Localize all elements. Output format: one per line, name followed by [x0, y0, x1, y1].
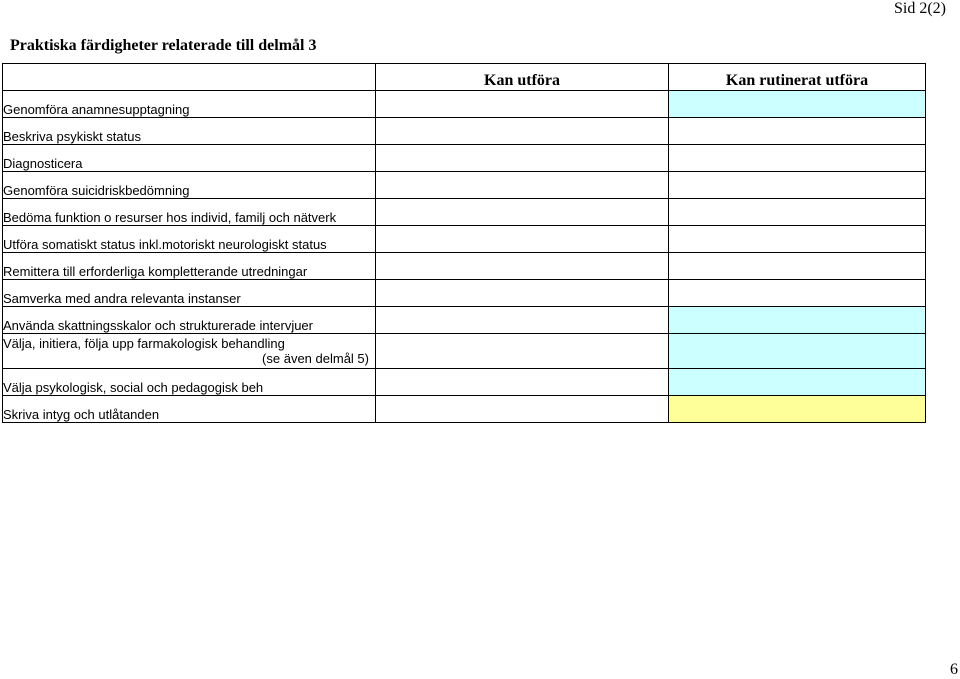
skill-label: Diagnosticera — [3, 145, 376, 172]
can-cell[interactable] — [376, 253, 669, 280]
table-header-row — [3, 64, 926, 91]
can-cell[interactable] — [376, 334, 669, 369]
routine-cell[interactable] — [669, 253, 926, 280]
table-row — [3, 226, 926, 253]
routine-cell[interactable] — [669, 118, 926, 145]
routine-cell[interactable] — [669, 396, 926, 423]
table-row — [3, 280, 926, 307]
routine-cell[interactable] — [669, 172, 926, 199]
table-row — [3, 334, 926, 369]
skill-label: Utföra somatiskt status inkl.motoriskt neurologiskt status — [3, 226, 376, 253]
table-row — [3, 253, 926, 280]
skill-label: Välja, initiera, följa upp farmakologisk behandling — [3, 336, 285, 351]
routine-cell[interactable] — [669, 199, 926, 226]
can-cell[interactable] — [376, 145, 669, 172]
can-cell[interactable] — [376, 172, 669, 199]
can-cell[interactable] — [376, 369, 669, 396]
column-header-can: Kan utföra — [376, 64, 669, 91]
can-cell[interactable] — [376, 91, 669, 118]
routine-cell[interactable] — [669, 307, 926, 334]
table-row — [3, 118, 926, 145]
table-row — [3, 91, 926, 118]
table-row — [3, 369, 926, 396]
column-header-routine: Kan rutinerat utföra — [669, 64, 926, 91]
table-row — [3, 172, 926, 199]
routine-cell[interactable] — [669, 280, 926, 307]
page-number: 6 — [950, 661, 958, 678]
skill-label: Remittera till erforderliga kompletterande utredningar — [3, 253, 376, 280]
table-row — [3, 145, 926, 172]
skill-label-with-note — [3, 334, 376, 369]
table-row — [3, 199, 926, 226]
skill-label: Använda skattningsskalor och strukturerade intervjuer — [3, 307, 376, 334]
skill-label: Bedöma funktion o resurser hos individ, familj och nätverk — [3, 199, 376, 226]
can-cell[interactable] — [376, 199, 669, 226]
skill-label: Skriva intyg och utlåtanden — [3, 396, 376, 423]
can-cell[interactable] — [376, 118, 669, 145]
skill-label: Välja psykologisk, social och pedagogisk beh — [3, 369, 376, 396]
skill-note: (se även delmål 5) — [262, 351, 369, 366]
can-cell[interactable] — [376, 307, 669, 334]
column-header-skill — [3, 64, 376, 91]
routine-cell[interactable] — [669, 226, 926, 253]
section-title: Praktiska färdigheter relaterade till delmål 3 — [10, 37, 317, 54]
can-cell[interactable] — [376, 280, 669, 307]
skill-label: Genomföra anamnesupptagning — [3, 91, 376, 118]
skill-label: Genomföra suicidriskbedömning — [3, 172, 376, 199]
table-row — [3, 396, 926, 423]
skill-label: Beskriva psykiskt status — [3, 118, 376, 145]
skills-table — [2, 63, 926, 423]
can-cell[interactable] — [376, 226, 669, 253]
table-row — [3, 307, 926, 334]
routine-cell[interactable] — [669, 369, 926, 396]
page-header: Sid 2(2) — [894, 0, 946, 17]
routine-cell[interactable] — [669, 145, 926, 172]
routine-cell[interactable] — [669, 334, 926, 369]
can-cell[interactable] — [376, 396, 669, 423]
skill-label: Samverka med andra relevanta instanser — [3, 280, 376, 307]
routine-cell[interactable] — [669, 91, 926, 118]
